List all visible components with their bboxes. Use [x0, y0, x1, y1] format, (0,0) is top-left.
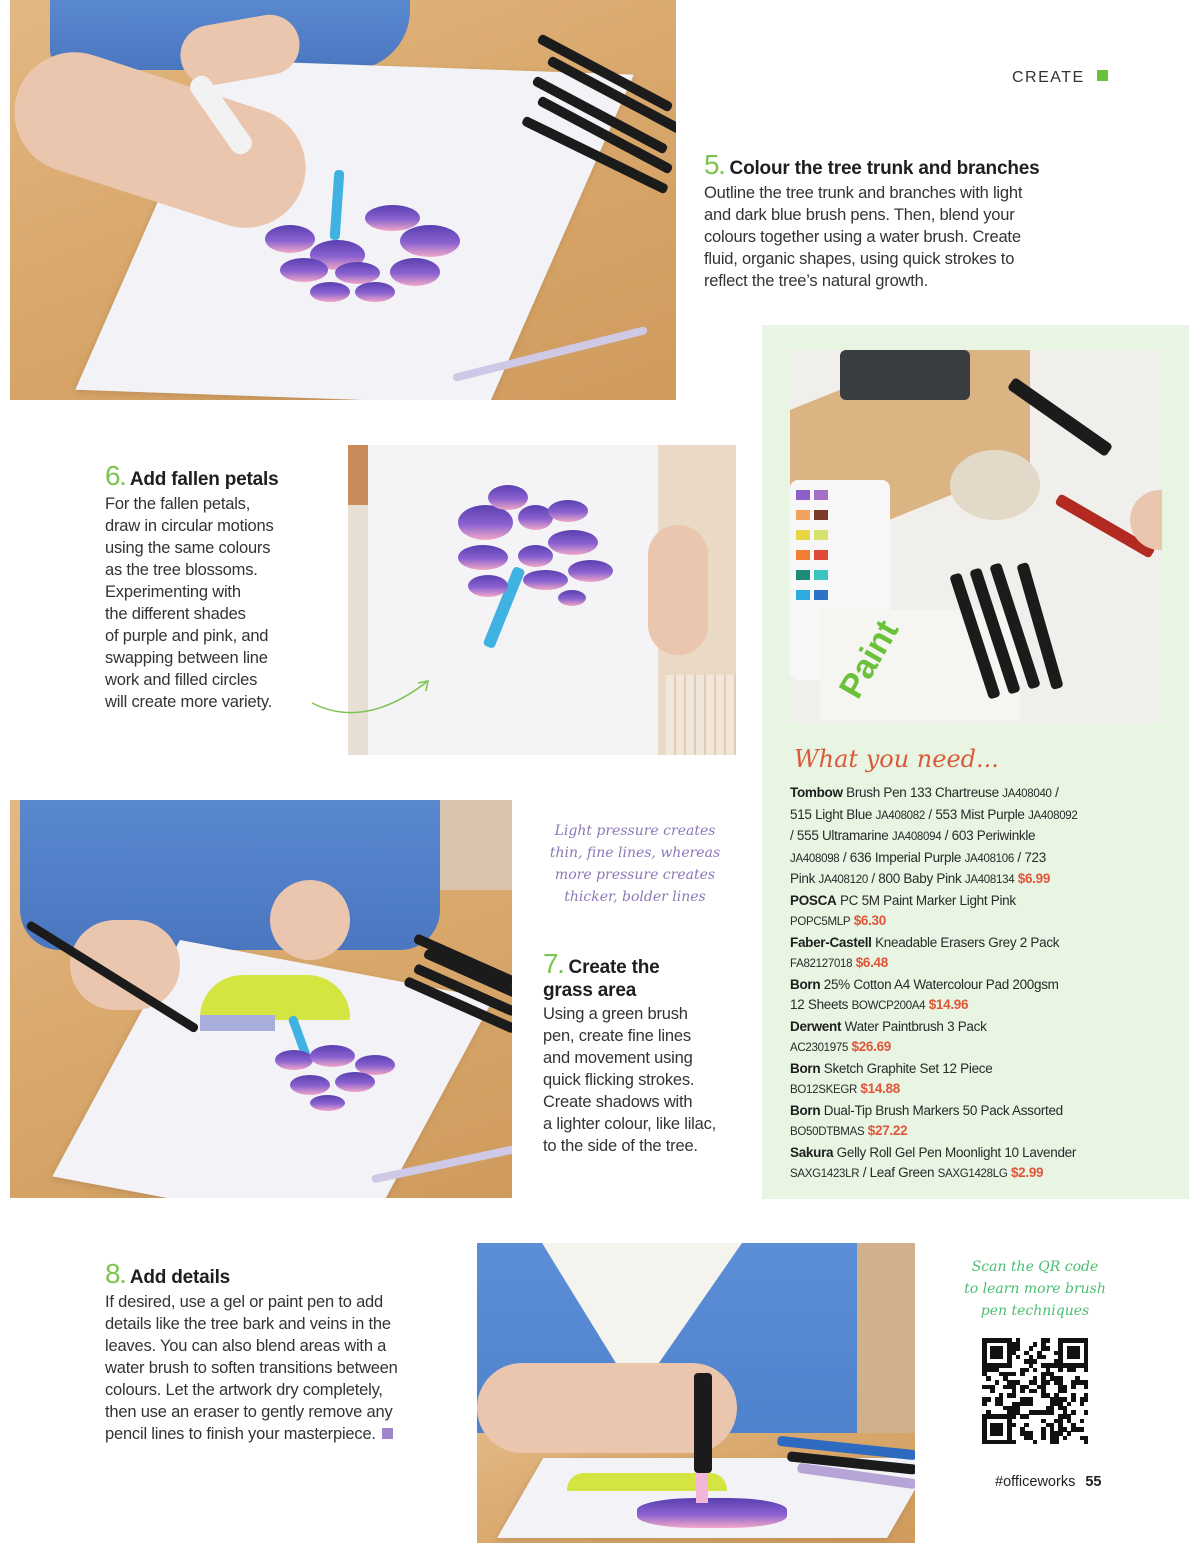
brand-name: Sakura: [790, 1144, 834, 1160]
section-label: [1012, 69, 1108, 87]
step-6-line: swapping between line: [105, 649, 268, 667]
shopping-list-line: [790, 891, 1185, 912]
price: $26.69: [851, 1039, 891, 1054]
product-code: POPC5MLP: [790, 916, 851, 928]
product-code: SAXG1428LG: [937, 1168, 1008, 1180]
shopping-list-line: [790, 1059, 1185, 1080]
product-code: JA408134: [964, 874, 1015, 886]
product-text: / 800 Baby Pink: [867, 871, 965, 886]
price: $14.88: [860, 1081, 900, 1096]
step-6-line: Experimenting with: [105, 583, 241, 601]
price: $14.96: [928, 997, 969, 1012]
price: $6.48: [855, 955, 888, 970]
price: $6.30: [853, 913, 886, 928]
photo-supplies: Paint: [790, 350, 1162, 723]
product-text: Brush Pen 133 Chartreuse: [842, 785, 1003, 800]
price: $2.99: [1010, 1165, 1044, 1180]
tip-line: more pressure creates: [554, 867, 716, 883]
step-5-body: [704, 182, 1124, 292]
product-code: BO50DTBMAS: [790, 1126, 865, 1138]
what-you-need-heading: What you need...: [794, 745, 999, 773]
product-code: AC2301975: [790, 1042, 849, 1054]
step-7-line: Create shadows with: [543, 1093, 693, 1111]
step-8-title: 8. Add details: [105, 1258, 231, 1289]
qr-caption-line: to learn more brush: [964, 1281, 1106, 1297]
product-code: JA408098: [790, 852, 840, 865]
tip-line: thicker, bolder lines: [564, 889, 706, 905]
page-number: 55: [1085, 1474, 1102, 1490]
product-text: / Leaf Green: [859, 1165, 938, 1180]
section-label-text: CREATE: [1012, 69, 1085, 86]
shopping-list-line: [790, 933, 1185, 954]
qr-caption: [955, 1256, 1115, 1322]
step-6-line: will create more variety.: [105, 693, 273, 711]
curved-arrow-icon: [310, 675, 435, 720]
step-8-line: then use an eraser to gently remove any: [105, 1403, 393, 1421]
pressure-tip-note: [540, 820, 730, 908]
what-you-need-panel: [762, 325, 1189, 1199]
product-text: 12 Sheets: [790, 997, 852, 1012]
product-code: JA408040: [1002, 788, 1052, 800]
shopping-list-line: [790, 1037, 1185, 1059]
step-6-number: 6: [105, 460, 121, 491]
product-text: / 723: [1013, 849, 1046, 865]
brand-name: Born: [790, 976, 821, 992]
qr-caption-line: pen techniques: [980, 1303, 1090, 1319]
shopping-list-line: [790, 1121, 1185, 1143]
tip-line: thin, fine lines, whereas: [549, 845, 721, 861]
step-5: [704, 149, 1124, 292]
hashtag: #officeworks: [995, 1474, 1076, 1490]
shopping-list-line: [790, 848, 1185, 870]
product-text: / 555 Ultramarine: [790, 828, 892, 843]
step-6-line: using the same colours: [105, 539, 271, 557]
product-text: 25% Cotton A4 Watercolour Pad 200gsm: [820, 976, 1059, 992]
qr-code-icon[interactable]: [982, 1338, 1088, 1444]
step-6-line: draw in circular motions: [105, 517, 274, 535]
shopping-list-line: [790, 1143, 1185, 1164]
brand-name: Tombow: [790, 785, 843, 800]
step-8-line: pencil lines to finish your masterpiece.: [105, 1425, 376, 1443]
step-6-line: of purple and pink, and: [105, 627, 269, 645]
product-code: BOWCP200A4: [851, 1000, 926, 1012]
page-footer: [995, 1474, 1102, 1490]
shopping-list-line: [790, 975, 1185, 996]
step-7-line: quick flicking strokes.: [543, 1071, 695, 1089]
step-5-line: fluid, organic shapes, using quick strokes to: [704, 250, 1015, 268]
step-8-line: If desired, use a gel or paint pen to add: [105, 1293, 383, 1311]
qr-caption-line: Scan the QR code: [971, 1259, 1099, 1275]
step-8-line: leaves. You can also blend areas with a: [105, 1337, 387, 1355]
product-code: BO12SKEGR: [790, 1084, 857, 1096]
step-6-body: [105, 493, 345, 713]
brand-name: Born: [790, 1060, 821, 1076]
step-5-line: reflect the tree’s natural growth.: [704, 272, 929, 290]
shopping-list-line: [790, 995, 1185, 1017]
brand-name: Derwent: [790, 1018, 842, 1034]
step-6-line: the different shades: [105, 605, 246, 623]
step-6-line: work and filled circles: [105, 671, 258, 689]
product-text: Gelly Roll Gel Pen Moonlight 10 Lavender: [833, 1144, 1077, 1160]
step-7-line: to the side of the tree.: [543, 1137, 698, 1155]
shopping-list-line: [790, 1163, 1185, 1185]
step-5-line: colours together using a water brush. Create: [704, 228, 1021, 246]
step-7-title-line: Create the: [568, 957, 660, 978]
product-text: 515 Light Blue: [790, 806, 876, 822]
brand-name: POSCA: [790, 892, 837, 908]
product-text: Kneadable Erasers Grey 2 Pack: [871, 934, 1060, 950]
step-5-line: Outline the tree trunk and branches with light: [704, 184, 1023, 202]
product-text: / 603 Periwinkle: [941, 828, 1036, 843]
green-square-icon: [1097, 70, 1108, 81]
shopping-list-line: [790, 911, 1185, 933]
photo-step8: [477, 1243, 915, 1543]
step-7-line: Using a green brush: [543, 1005, 688, 1023]
step-8-line: colours. Let the artwork dry completely,: [105, 1381, 383, 1399]
step-6-line: as the tree blossoms.: [105, 561, 258, 579]
shopping-list-line: [790, 1101, 1185, 1122]
photo-step5: [10, 0, 676, 400]
step-6-line: For the fallen petals,: [105, 495, 251, 513]
product-text: PC 5M Paint Marker Light Pink: [836, 892, 1016, 908]
step-7-line: pen, create fine lines: [543, 1027, 691, 1045]
price: $6.99: [1017, 871, 1051, 886]
step-8-number: 8: [105, 1258, 121, 1289]
step-7-title-line: grass area: [543, 980, 637, 1001]
product-text: / 553 Mist Purple: [924, 806, 1029, 822]
shopping-list-line: [790, 869, 1185, 891]
product-text: Dual-Tip Brush Markers 50 Pack Assorted: [820, 1102, 1063, 1118]
product-code: JA408120: [818, 874, 868, 886]
step-7-number: 7: [543, 948, 559, 979]
product-text: /: [1051, 785, 1059, 800]
shopping-list-line: [790, 783, 1185, 805]
step-8-title-text: Add details: [129, 1267, 231, 1288]
product-code: JA408094: [891, 831, 942, 843]
step-7-body: [543, 1003, 758, 1157]
product-text: Sketch Graphite Set 12 Piece: [820, 1060, 993, 1076]
step-7: [543, 948, 758, 1157]
step-8: [105, 1258, 450, 1445]
shopping-list-line: [790, 805, 1185, 827]
shopping-list-line: [790, 1017, 1185, 1038]
step-8-line: water brush to soften transitions between: [105, 1359, 398, 1377]
step-5-title-text: Colour the tree trunk and branches: [729, 158, 1040, 179]
shopping-list-line: [790, 826, 1185, 848]
product-code: SAXG1423LR: [790, 1168, 860, 1180]
shopping-list-line: [790, 1079, 1185, 1101]
shopping-list-line: [790, 953, 1185, 975]
product-text: Water Paintbrush 3 Pack: [841, 1018, 987, 1034]
product-code: FA82127018: [790, 958, 853, 970]
step-5-number: 5: [704, 149, 720, 180]
product-code: JA408092: [1028, 809, 1078, 822]
step-5-line: and dark blue brush pens. Then, blend your: [704, 206, 1015, 224]
step-7-line: and movement using: [543, 1049, 693, 1067]
brand-name: Faber-Castell: [790, 934, 872, 950]
product-text: / 636 Imperial Purple: [839, 849, 965, 865]
product-code: JA408082: [875, 809, 925, 822]
step-8-body: [105, 1291, 450, 1445]
step-8-line: details like the tree bark and veins in the: [105, 1315, 391, 1333]
brand-name: Born: [790, 1102, 821, 1118]
step-7-line: a lighter colour, like lilac,: [543, 1115, 717, 1133]
step-6-title: 6. Add fallen petals: [105, 460, 279, 491]
step-5-title: 5. Colour the tree trunk and branches: [704, 149, 1040, 180]
step-6-title-text: Add fallen petals: [129, 469, 279, 490]
tip-line: Light pressure creates: [554, 823, 716, 839]
end-mark-icon: [382, 1428, 393, 1439]
shopping-list: [790, 783, 1185, 1185]
photo-step7: [10, 800, 512, 1198]
step-6: [105, 460, 345, 713]
product-text: Pink: [790, 871, 819, 886]
price: $27.22: [867, 1123, 908, 1138]
product-code: JA408106: [964, 852, 1014, 865]
step-7-title: 7. Create the grass area: [543, 948, 660, 1001]
